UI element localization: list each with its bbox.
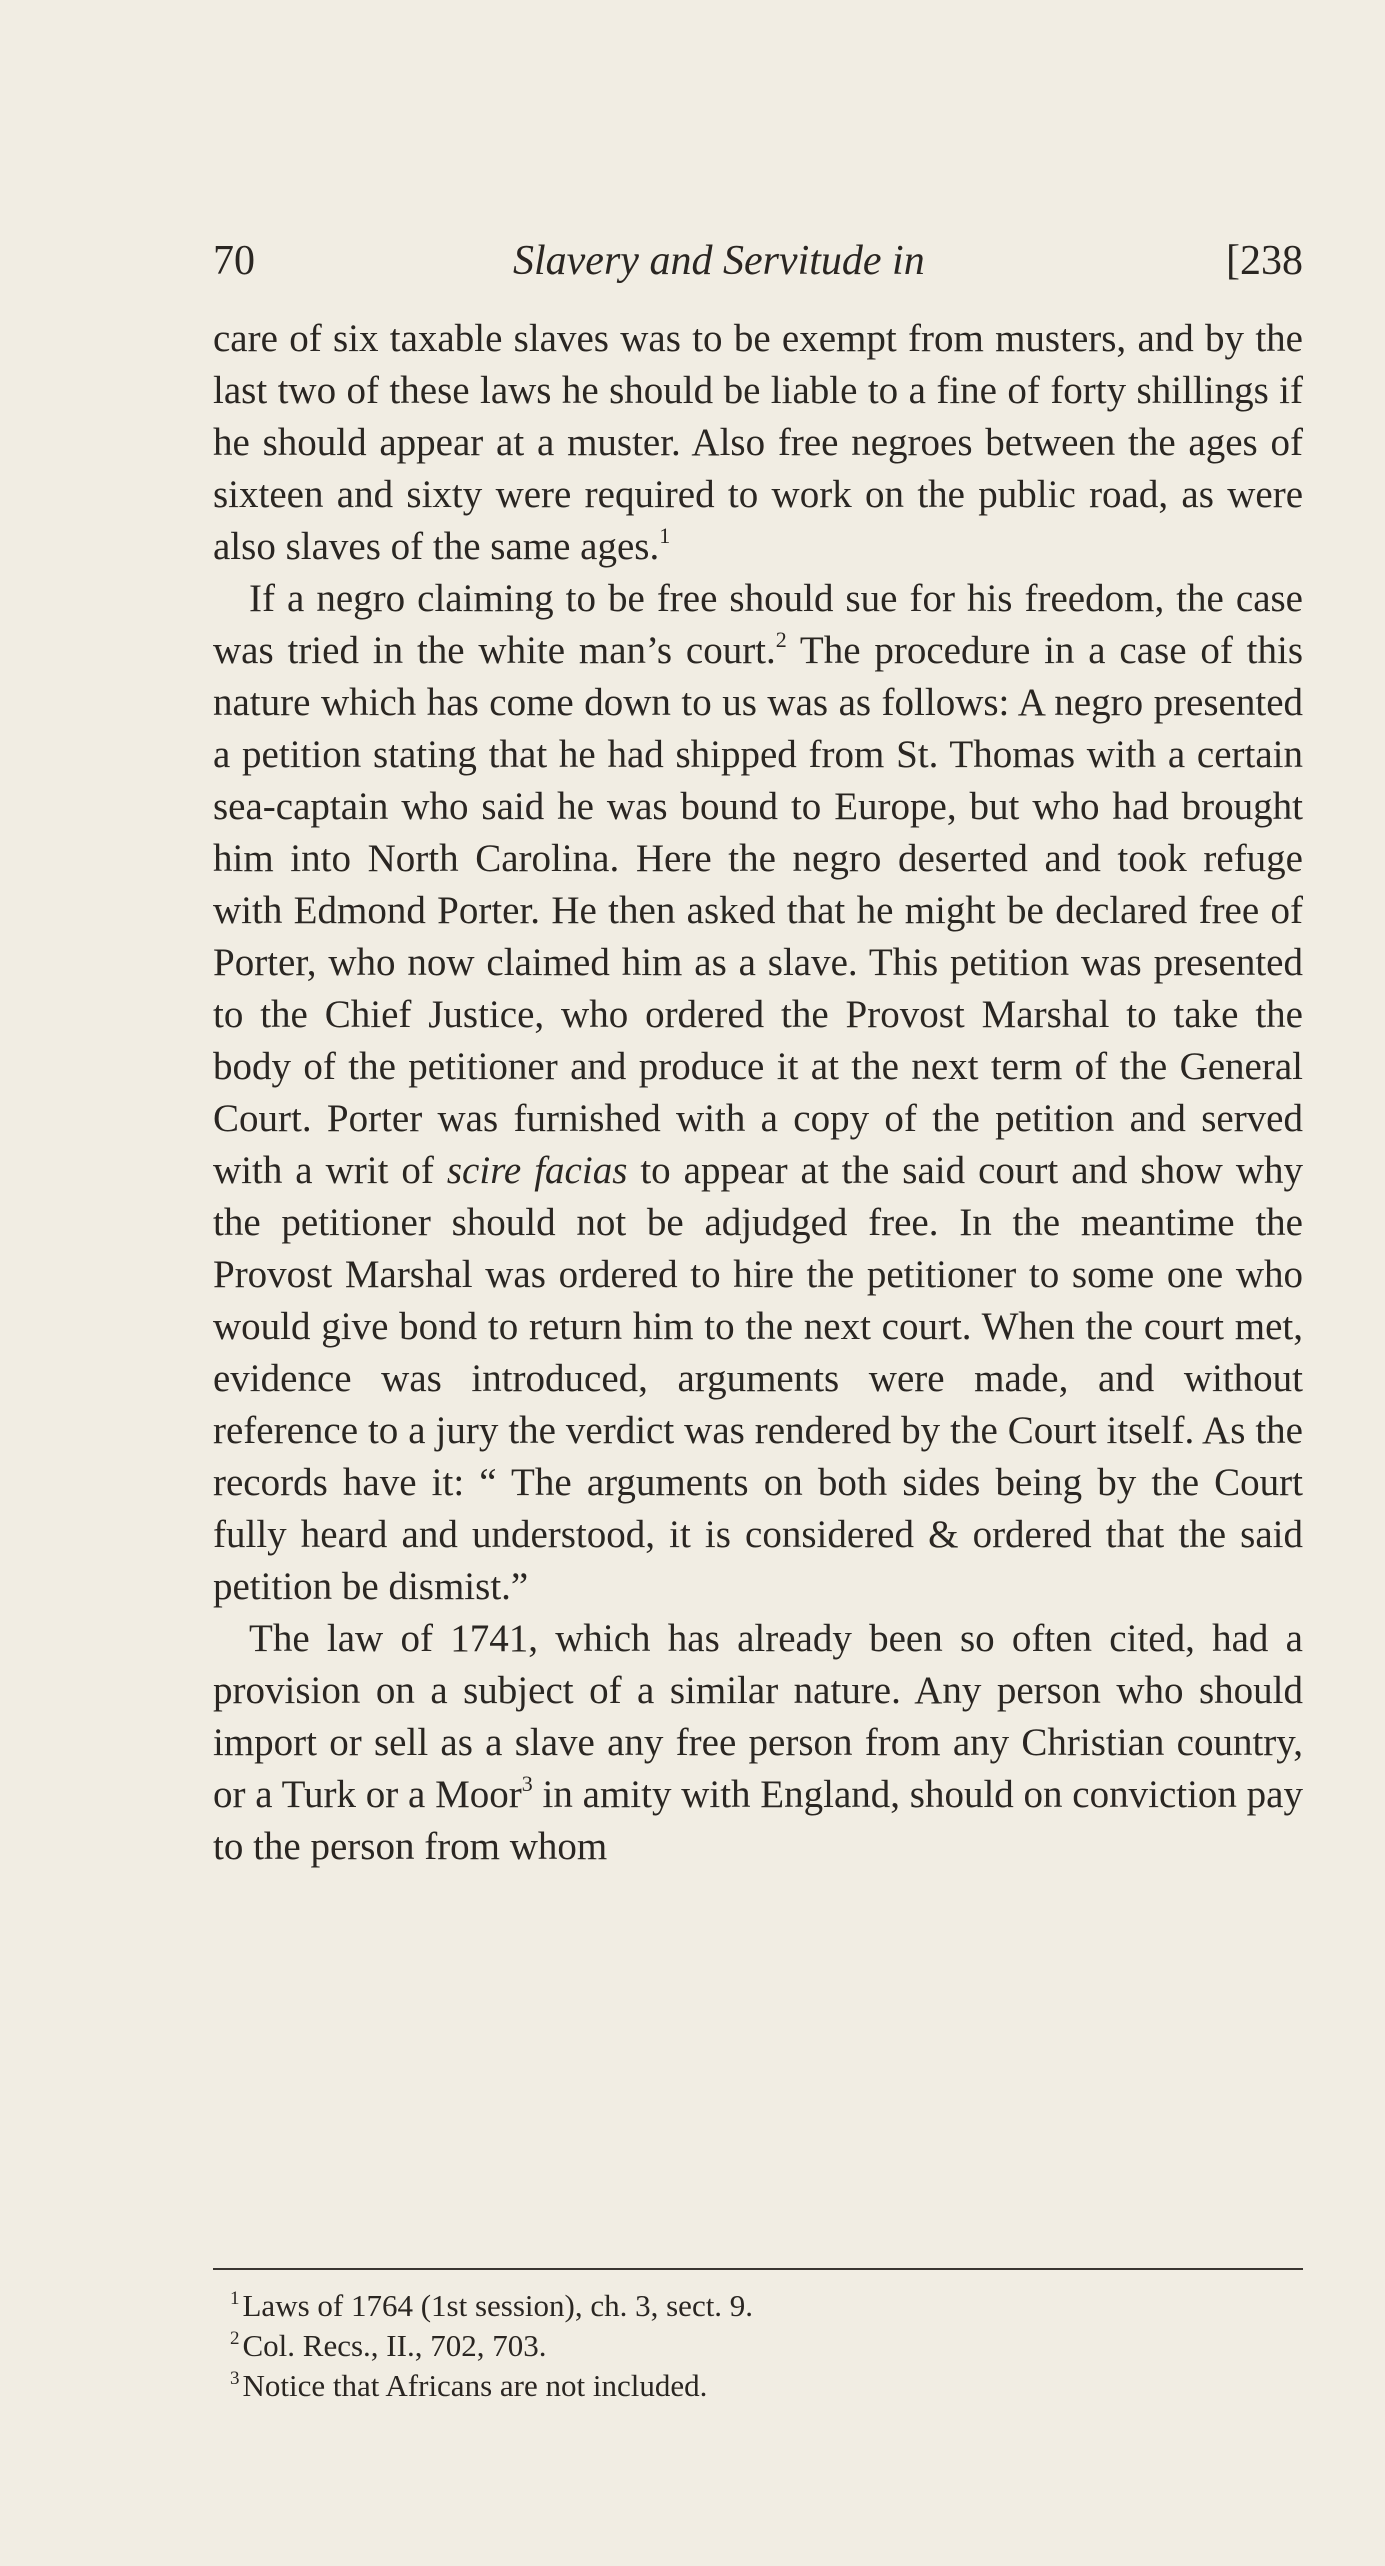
paragraph-2-text-c: to appear at the said court and show why the petitioner should not be adjudged free. In the meantime the Provost Marshal was ordered to hire the petitioner to some one who would give bond to return him to the next court. When the court met, evidence was introduced, arguments were made, and without reference to a jury the verdict was rendered by the Court itself. As the records have it: “ The arguments on both sides being by the Court fully heard and understood, it is considered & ordered that the said petition be dismist.” <box>213 1149 1303 1608</box>
paragraph-1-text: care of six taxable slaves was to be exempt from musters, and by the last two of these laws he should be liable to a fine of forty shillings if he should appear at a muster. Also free negroes between the ages of sixteen and sixty were required to work on the public road, as were also slaves of the same ages. <box>213 317 1303 568</box>
page-header <box>213 226 1303 296</box>
footnote-3 <box>230 2366 1290 2406</box>
paragraph-1 <box>213 313 1303 573</box>
footnotes <box>230 2286 1290 2406</box>
footnote-mark-3: 3 <box>230 2368 240 2389</box>
paragraph-3-text-a: The law of 1741, which has already been so often cited, had a provision on a subject of a similar nature. Any person who should import or sell as a slave any free person from any Christian country, or a Turk or a Moor <box>213 1617 1303 1816</box>
footnote-text-3: Notice that Africans are not included. <box>242 2368 708 2403</box>
paragraph-2 <box>213 573 1303 1613</box>
footnote-text-1: Laws of 1764 (1st session), ch. 3, sect. 9. <box>242 2288 754 2323</box>
footnote-ref-1: 1 <box>659 523 671 548</box>
paragraph-2-text-a: If a negro claiming to be free should sue for his freedom, the case was tried in the white man’s court. <box>213 577 1303 672</box>
footnote-mark-1: 1 <box>230 2288 240 2309</box>
footnote-1 <box>230 2286 1290 2326</box>
footnote-ref-2: 2 <box>775 627 787 652</box>
footnote-divider <box>213 2268 1303 2270</box>
footnote-2 <box>230 2326 1290 2366</box>
footnote-mark-2: 2 <box>230 2328 240 2349</box>
paragraph-2-text-b: The procedure in a case of this nature which has come down to us was as follows: A negro presented a petition stating that he had shipped from St. Thomas with a certain sea-captain who said he was bound to Europe, but who had brought him into North Carolina. Here the negro deserted and took refuge with Edmond Porter. He then asked that he might be declared free of Porter, who now claimed him as a slave. This petition was presented to the Chief Justice, who ordered the Provost Marshal to take the body of the petitioner and produce it at the next term of the General Court. Porter was furnished with a copy of the petition and served with a writ of <box>213 629 1303 1192</box>
body-text <box>213 313 1303 1873</box>
latin-term: scire facias <box>446 1149 628 1192</box>
page-reference: [238 <box>1226 238 1303 284</box>
paragraph-3-text-b: in amity with England, should on conviction pay to the person from whom <box>213 1773 1303 1868</box>
page-number: 70 <box>213 238 255 284</box>
footnote-ref-3: 3 <box>521 1771 533 1796</box>
running-title: Slavery and Servitude in <box>513 238 925 284</box>
footnote-text-2: Col. Recs., II., 702, 703. <box>242 2328 547 2363</box>
paragraph-3 <box>213 1613 1303 1873</box>
